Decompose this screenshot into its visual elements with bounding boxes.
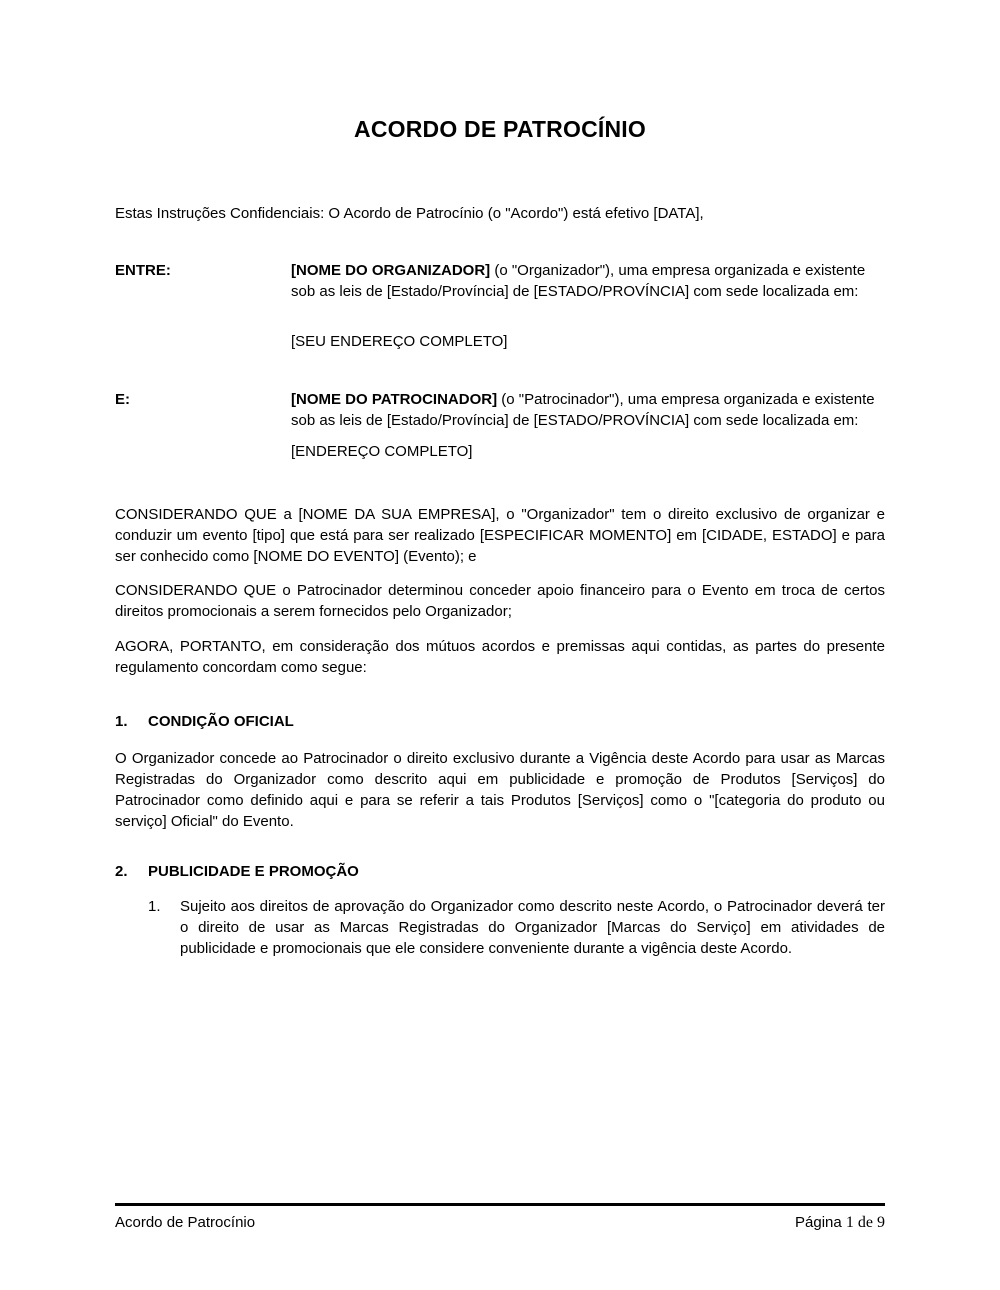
- party-address-patrocinador: [ENDEREÇO COMPLETO]: [291, 443, 473, 460]
- document-title: ACORDO DE PATROCÍNIO: [354, 116, 646, 142]
- recital-agora-portanto: AGORA, PORTANTO, em consideração dos mútuos acordos e premissas aqui contidas, as partes do presente regulamento concordam como segue:: [115, 638, 885, 676]
- footer-page-number: 1 de 9: [845, 1214, 885, 1231]
- party-description-e: [291, 389, 885, 431]
- intro-paragraph: Estas Instruções Confidenciais: O Acordo de Patrocínio (o "Acordo") está efetivo [DATA],: [115, 205, 704, 222]
- list-item-text: Sujeito aos direitos de aprovação do Organizador como descrito neste Acordo, o Patrocinador deverá ter o direito de usar as Marcas Registradas do Organizador [Marcas do Serviço] em atividades de publicidade e promocionais que ele considere conveniente durante a vigência deste Acordo.: [180, 898, 885, 957]
- footer-rule: [115, 1203, 885, 1206]
- footer-page-label: Página: [795, 1214, 842, 1231]
- recital-considerando-2: CONSIDERANDO QUE o Patrocinador determinou conceder apoio financeiro para o Evento em troca de certos direitos promocionais a serem fornecidos pelo Organizador;: [115, 582, 885, 620]
- section-1-title: CONDIÇÃO OFICIAL: [148, 713, 294, 730]
- party-address-organizador: [SEU ENDEREÇO COMPLETO]: [291, 333, 508, 350]
- party-block-e: [115, 389, 885, 462]
- party-description-entre: [291, 260, 885, 302]
- party-name-patrocinador: [NOME DO PATROCINADOR]: [291, 391, 498, 408]
- recital-considerando-1: CONSIDERANDO QUE a [NOME DA SUA EMPRESA], o "Organizador" tem o direito exclusivo de organizar e conduzir um evento [tipo] que está para ser realizado [ESPECIFICAR MOMENTO] em [CIDADE, ESTADO] e para ser conhecido como [NOME DO EVENTO] (Evento); e: [115, 506, 885, 565]
- party-body-entre: [291, 260, 885, 352]
- section-2-heading: [115, 861, 885, 882]
- section-2-title: PUBLICIDADE E PROMOÇÃO: [148, 863, 359, 880]
- party-body-e: [291, 389, 885, 462]
- party-label-entre: ENTRE:: [115, 262, 171, 279]
- section-1-number: 1.: [115, 713, 128, 730]
- footer-doc-title: Acordo de Patrocínio: [115, 1214, 256, 1231]
- footer-row: [115, 1214, 885, 1232]
- footer-page-indicator: [795, 1214, 885, 1232]
- section-1-heading: [115, 711, 885, 732]
- document-content: [0, 116, 1000, 959]
- party-name-organizador: [NOME DO ORGANIZADOR]: [291, 262, 491, 279]
- section-2-number: 2.: [115, 863, 128, 880]
- party-label-e: E:: [115, 391, 130, 408]
- page-footer: [115, 1203, 885, 1232]
- list-item-number: 1.: [148, 898, 161, 915]
- party-description-text: (o "Organizador"), uma empresa organizada e existente sob as leis de [Estado/Província] de [ESTADO/PROVÍNCIA] com sede localizada em:: [291, 262, 866, 300]
- party-description-text: (o "Patrocinador"), uma empresa organizada e existente sob as leis de [Estado/Província] de [ESTADO/PROVÍNCIA] com sede localizada em:: [291, 391, 875, 429]
- party-block-entre: [115, 260, 885, 352]
- section-1-body: O Organizador concede ao Patrocinador o direito exclusivo durante a Vigência deste Acordo para usar as Marcas Registradas do Organizador como descrito aqui em publicidade e promoção de Produtos [Serviços] do Patrocinador como definido aqui e para se referir a tais Produtos [Serviços] como o "[categoria do produto ou serviço] Oficial" do Evento.: [115, 750, 885, 830]
- section-2-item-1: [148, 896, 885, 959]
